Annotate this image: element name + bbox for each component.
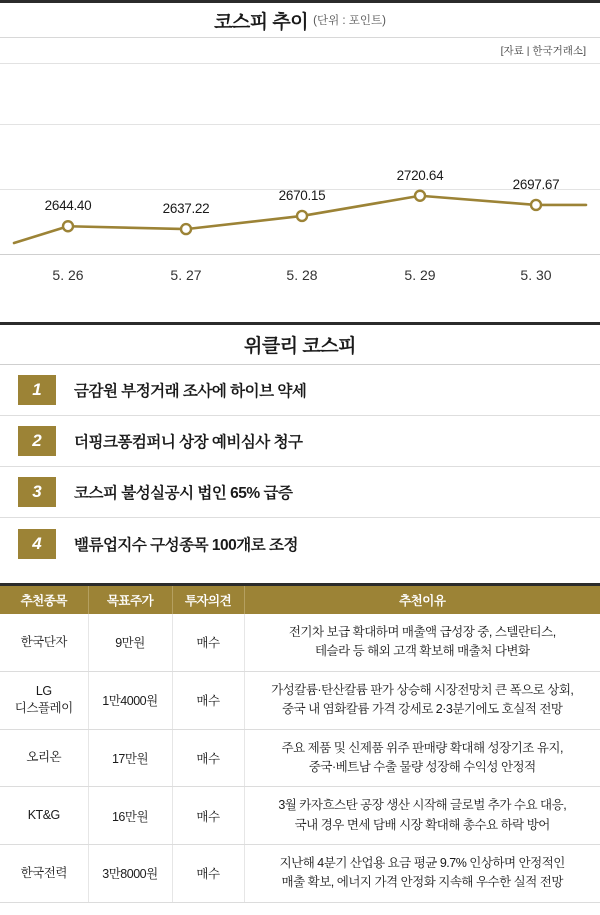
weekly-list bbox=[0, 364, 600, 569]
weekly-rank-badge: 4 bbox=[18, 529, 56, 559]
chart-x-tick-label: 5. 27 bbox=[170, 267, 202, 283]
table-row[interactable] bbox=[0, 845, 600, 903]
weekly-item-text: 밸류업지수 구성종목 100개로 조정 bbox=[74, 536, 298, 554]
table-row[interactable] bbox=[0, 787, 600, 845]
recommendation-table bbox=[0, 586, 600, 903]
cell-reason: 주요 제품 및 신제품 위주 판매량 확대해 성장기조 유지, 중국·베트남 수출 물량 성장해 수익성 안정적 bbox=[244, 729, 600, 787]
weekly-item-text: 더핑크퐁컴퍼니 상장 예비심사 청구 bbox=[74, 434, 303, 451]
cell-opinion: 매수 bbox=[172, 787, 244, 845]
chart-point-label: 2670.15 bbox=[278, 187, 326, 203]
weekly-rank-badge: 1 bbox=[18, 375, 56, 405]
chart-title-bar bbox=[0, 0, 600, 38]
weekly-list-item[interactable] bbox=[0, 416, 600, 467]
chart-x-tick-label: 5. 29 bbox=[404, 267, 436, 283]
chart-point-label: 2697.67 bbox=[512, 176, 560, 192]
weekly-rank-badge: 3 bbox=[18, 477, 56, 507]
table-header-row bbox=[0, 586, 600, 614]
cell-target-price: 3만8000원 bbox=[88, 845, 172, 903]
weekly-rank-badge: 2 bbox=[18, 426, 56, 456]
weekly-list-item[interactable] bbox=[0, 365, 600, 416]
table-column-header: 목표주가 bbox=[88, 586, 172, 614]
section-spacer-2 bbox=[0, 569, 600, 583]
cell-target-price: 9만원 bbox=[88, 614, 172, 671]
cell-reason: 가성칼륨·탄산칼륨 판가 상승해 시장전망치 큰 폭으로 상회, 중국 내 염화칼륨 가격 강세로 2·3분기에도 호실적 전망 bbox=[244, 671, 600, 729]
cell-target-price: 17만원 bbox=[88, 729, 172, 787]
section-spacer bbox=[0, 300, 600, 322]
chart-plot-area bbox=[0, 64, 600, 254]
chart-x-tick-label: 5. 30 bbox=[520, 267, 552, 283]
kospi-chart-section bbox=[0, 0, 600, 300]
table-row[interactable] bbox=[0, 614, 600, 671]
weekly-kospi-section bbox=[0, 322, 600, 569]
cell-reason: 전기차 보급 확대하며 매출액 급성장 중, 스텔란티스, 테슬라 등 해외 고객 확보해 매출처 다변화 bbox=[244, 614, 600, 671]
chart-point-label: 2637.22 bbox=[162, 201, 210, 217]
weekly-item-text: 코스피 불성실공시 법인 65% 급증 bbox=[74, 485, 293, 502]
cell-target-price: 1만4000원 bbox=[88, 671, 172, 729]
recommendation-table-section bbox=[0, 583, 600, 903]
chart-x-tick-label: 5. 26 bbox=[52, 267, 84, 283]
weekly-title: 위클리 코스피 bbox=[244, 336, 356, 357]
table-row[interactable] bbox=[0, 729, 600, 787]
cell-stock-name: 한국단자 bbox=[0, 614, 88, 671]
chart-source-label: [자료 | 한국거래소] bbox=[500, 45, 586, 57]
cell-reason: 3월 카자흐스탄 공장 생산 시작해 글로벌 추가 수요 대응, 국내 경우 면세 담배 시장 확대해 총수요 하락 방어 bbox=[244, 787, 600, 845]
chart-unit-label: (단위 : 포인트) bbox=[313, 15, 386, 27]
chart-title: 코스피 추이 bbox=[214, 11, 309, 33]
table-column-header: 투자의견 bbox=[172, 586, 244, 614]
chart-point-label: 2720.64 bbox=[396, 167, 444, 183]
cell-opinion: 매수 bbox=[172, 614, 244, 671]
table-row[interactable] bbox=[0, 671, 600, 729]
cell-stock-name: KT&G bbox=[0, 787, 88, 845]
table-column-header: 추천종목 bbox=[0, 586, 88, 614]
cell-stock-name: 한국전력 bbox=[0, 845, 88, 903]
cell-reason: 지난해 4분기 산업용 요금 평균 9.7% 인상하며 안정적인 매출 확보, 에너지 가격 안정화 지속해 우수한 실적 전망 bbox=[244, 845, 600, 903]
cell-stock-name: LG 디스플레이 bbox=[0, 671, 88, 729]
cell-stock-name: 오리온 bbox=[0, 729, 88, 787]
chart-x-tick-label: 5. 28 bbox=[286, 267, 318, 283]
cell-target-price: 16만원 bbox=[88, 787, 172, 845]
weekly-list-item[interactable] bbox=[0, 467, 600, 518]
weekly-title-bar bbox=[0, 322, 600, 364]
weekly-list-item[interactable] bbox=[0, 518, 600, 569]
cell-opinion: 매수 bbox=[172, 729, 244, 787]
chart-line-svg bbox=[0, 64, 600, 254]
chart-point-label: 2644.40 bbox=[44, 198, 92, 214]
table-column-header: 추천이유 bbox=[244, 586, 600, 614]
chart-source-row bbox=[0, 38, 600, 64]
weekly-item-text: 금감원 부정거래 조사에 하이브 약세 bbox=[74, 383, 307, 400]
cell-opinion: 매수 bbox=[172, 845, 244, 903]
chart-x-axis bbox=[0, 254, 600, 300]
cell-opinion: 매수 bbox=[172, 671, 244, 729]
